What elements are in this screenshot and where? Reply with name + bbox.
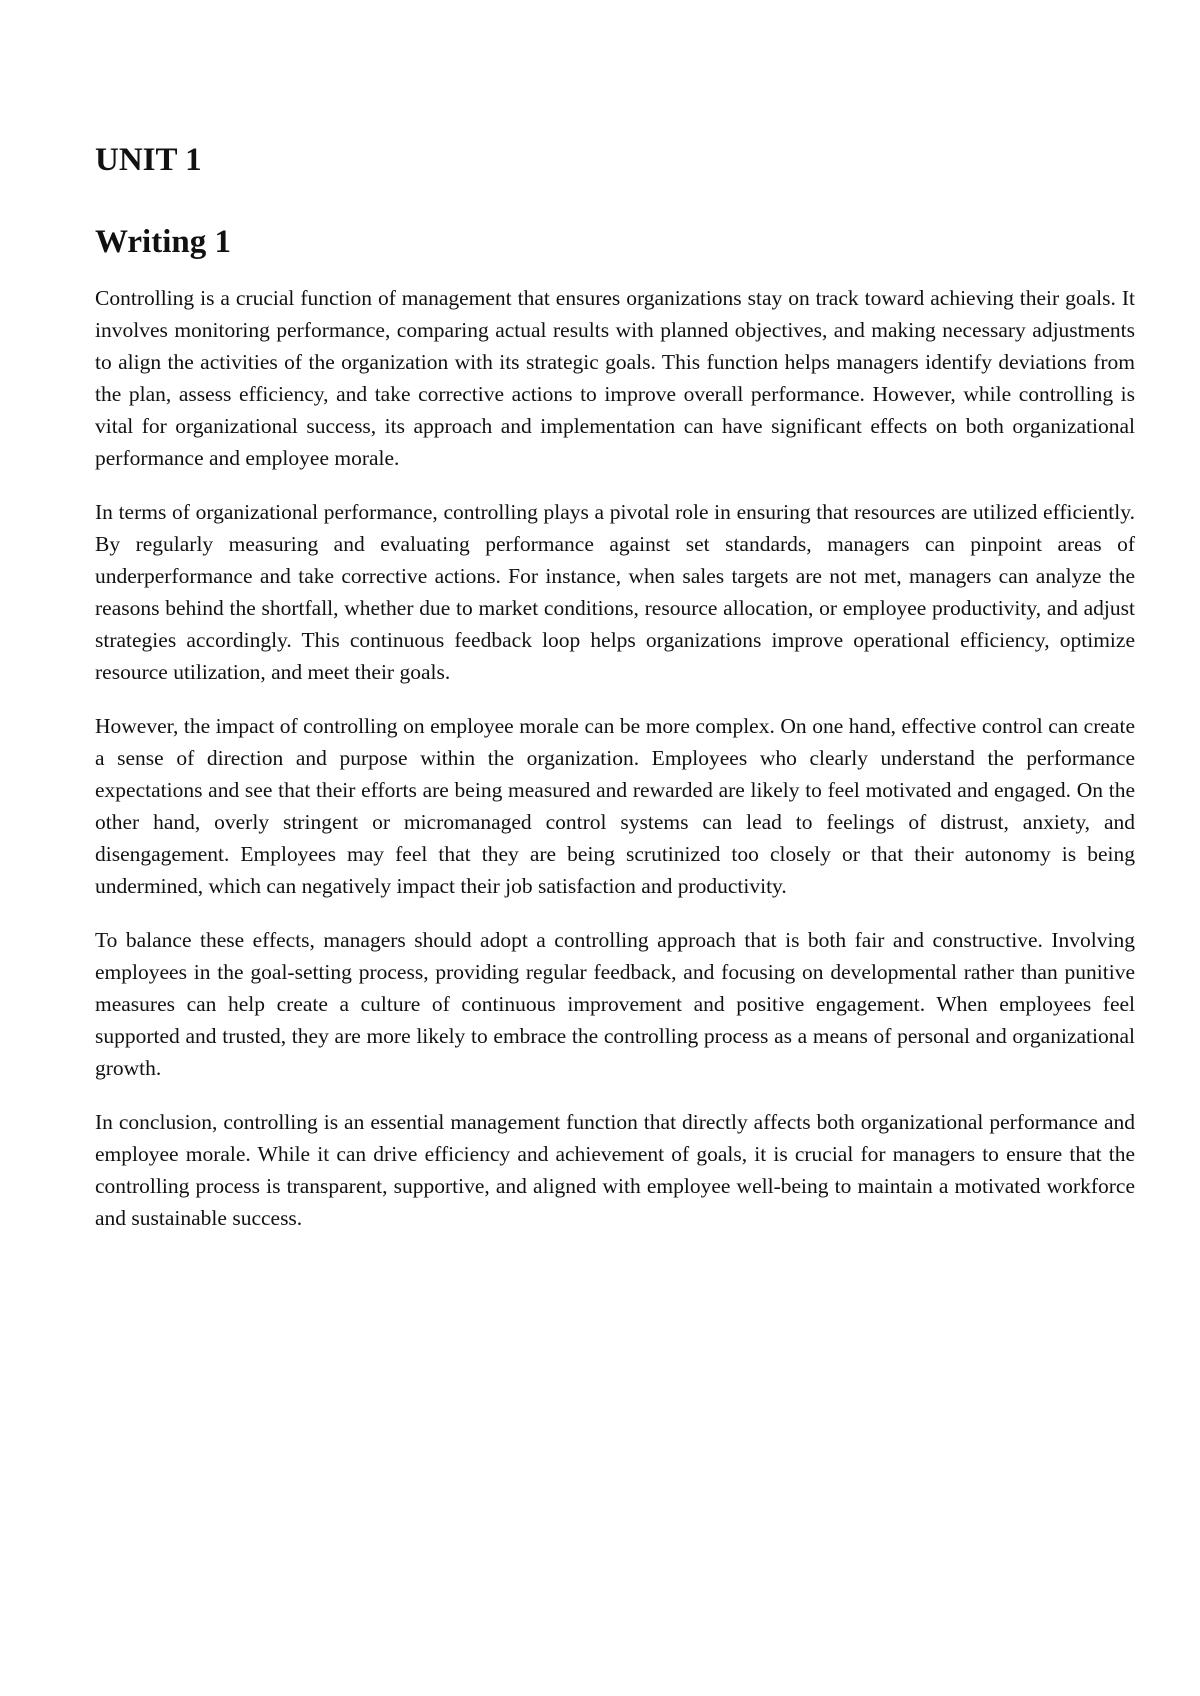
paragraph-conclusion: In conclusion, controlling is an essential management function that directly affects both organizational performance and employee morale. While it can drive efficiency and achievement of goals, it is crucial for managers to ensure that the controlling process is transparent, supportive, and aligned with employee well-being to maintain a motivated workforce and sustainable success. <box>95 1110 1135 1230</box>
unit-title: UNIT 1 <box>95 142 202 178</box>
paragraph-employee-morale: However, the impact of controlling on employee morale can be more complex. On one hand, effective control can create a sense of direction and purpose within the organization. Employees who clearly understand the performance expectations and see that their efforts are being measured and rewarded are likely to feel motivated and engaged. On the other hand, overly stringent or micromanaged control systems can lead to feelings of distrust, anxiety, and disengagement. Employees may feel that they are being scrutinized too closely or that their autonomy is being undermined, which can negatively impact their job satisfaction and productivity. <box>95 714 1135 898</box>
document-body <box>95 140 1135 1256</box>
writing-title: Writing 1 <box>95 224 231 260</box>
paragraph-intro: Controlling is a crucial function of management that ensures organizations stay on track toward achieving their goals. It involves monitoring performance, comparing actual results with planned objectives, and making necessary adjustments to align the activities of the organization with its strategic goals. This function helps managers identify deviations from the plan, assess efficiency, and take corrective actions to improve overall performance. However, while controlling is vital for organizational success, its approach and implementation can have significant effects on both organizational performance and employee morale. <box>95 286 1135 470</box>
paragraph-organizational-performance: In terms of organizational performance, controlling plays a pivotal role in ensuring that resources are utilized efficiently. By regularly measuring and evaluating performance against set standards, managers can pinpoint areas of underperformance and take corrective actions. For instance, when sales targets are not met, managers can analyze the reasons behind the shortfall, whether due to market conditions, resource allocation, or employee productivity, and adjust strategies accordingly. This continuous feedback loop helps organizations improve operational efficiency, optimize resource utilization, and meet their goals. <box>95 500 1135 684</box>
paragraph-balance: To balance these effects, managers should adopt a controlling approach that is both fair and constructive. Involving employees in the goal-setting process, providing regular feedback, and focusing on developmental rather than punitive measures can help create a culture of continuous improvement and positive engagement. When employees feel supported and trusted, they are more likely to embrace the controlling process as a means of personal and organizational growth. <box>95 928 1135 1080</box>
